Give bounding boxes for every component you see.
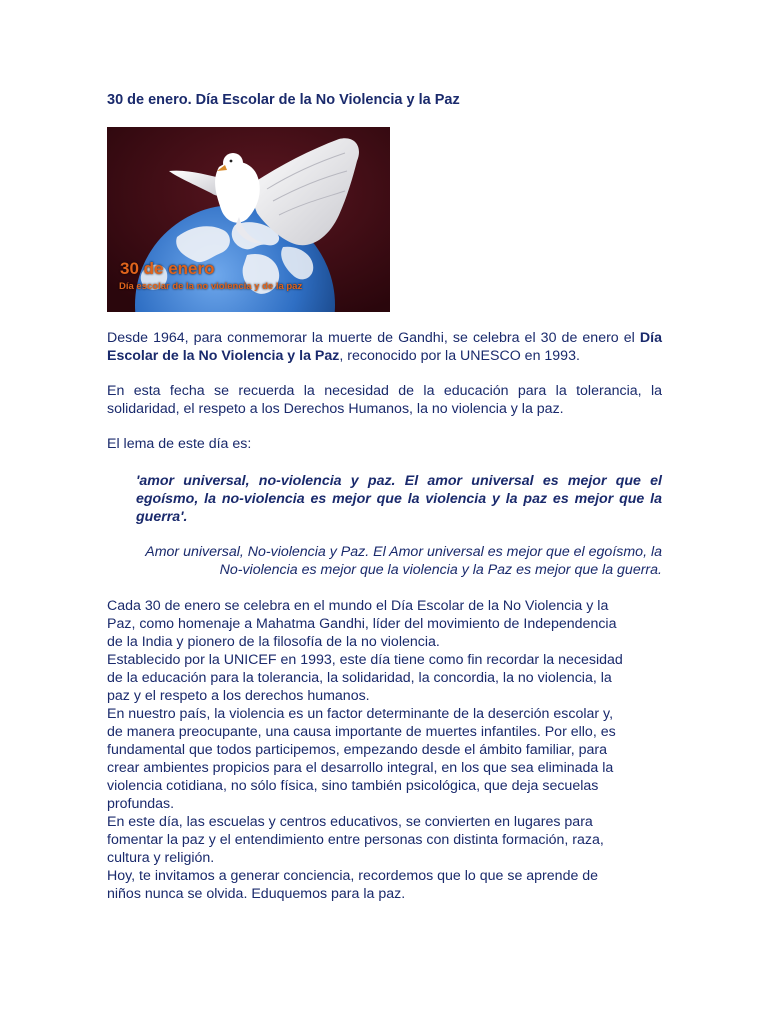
image-caption-date: 30 de enero — [120, 259, 215, 278]
intro-text-end: , reconocido por la UNESCO en 1993. — [339, 348, 580, 364]
page-title: 30 de enero. Día Escolar de la No Violencia y la Paz — [107, 92, 460, 108]
body-line: fomentar la paz y el entendimiento entre personas con distinta formación, raza, — [107, 832, 604, 848]
motto-italic-line: No-violencia es mejor que la violencia y la Paz es mejor que la guerra. — [219, 562, 662, 578]
body-line: niños nunca se olvida. Eduquemos para la paz. — [107, 886, 406, 902]
body-line: En este día, las escuelas y centros educativos, se convierten en lugares para — [107, 814, 593, 830]
motto-intro: El lema de este día es: — [107, 436, 252, 452]
motto-quote-bold: 'amor universal, no-violencia y paz. El amor universal es mejor que el egoísmo, la no-violencia es mejor que la violencia y la paz es mejor que la guerra'. — [136, 473, 662, 525]
intro-paragraph — [107, 329, 662, 365]
body-line: Hoy, te invitamos a generar conciencia, recordemos que lo que se aprende de — [107, 868, 599, 884]
dove-globe-image — [107, 127, 390, 312]
body-line: fundamental que todos participemos, empezando desde el ámbito familiar, para — [107, 742, 608, 758]
body-line: Cada 30 de enero se celebra en el mundo el Día Escolar de la No Violencia y la — [107, 598, 609, 614]
motto-quote-italic — [107, 543, 662, 579]
body-line: paz y el respeto a los derechos humanos. — [107, 688, 370, 704]
body-line: violencia cotidiana, no sólo física, sino también psicológica, que deja secuelas — [107, 778, 599, 794]
motto-italic-line: Amor universal, No-violencia y Paz. El Amor universal es mejor que el egoísmo, la — [145, 544, 662, 560]
intro-text-start: Desde 1964, para conmemorar la muerte de Gandhi, se celebra el 30 de enero el — [107, 330, 640, 346]
body-line: de la India y pionero de la filosofía de la no violencia. — [107, 634, 440, 650]
body-line: En nuestro país, la violencia es un factor determinante de la deserción escolar y, — [107, 706, 614, 722]
body-text — [107, 597, 662, 903]
body-line: cultura y religión. — [107, 850, 215, 866]
body-line: de la educación para la tolerancia, la solidaridad, la concordia, la no violencia, la — [107, 670, 612, 686]
intro-bold-phrase: Día Escolar de la No Violencia y la Paz — [107, 330, 662, 364]
body-line: Establecido por la UNICEF en 1993, este día tiene como fin recordar la necesidad — [107, 652, 623, 668]
body-line: profundas. — [107, 796, 175, 812]
body-line: crear ambientes propicios para el desarrollo integral, en los que sea eliminada la — [107, 760, 614, 776]
body-line: de manera preocupante, una causa importante de muertes infantiles. Por ello, es — [107, 724, 616, 740]
image-caption-subtitle: Día escolar de la no violencia y de la paz — [119, 281, 303, 292]
body-line: Paz, como homenaje a Mahatma Gandhi, líder del movimiento de Independencia — [107, 616, 617, 632]
paragraph-tolerance: En esta fecha se recuerda la necesidad de la educación para la tolerancia, la solidaridad, el respeto a los Derechos Humanos, la no violencia y la paz. — [107, 383, 662, 417]
